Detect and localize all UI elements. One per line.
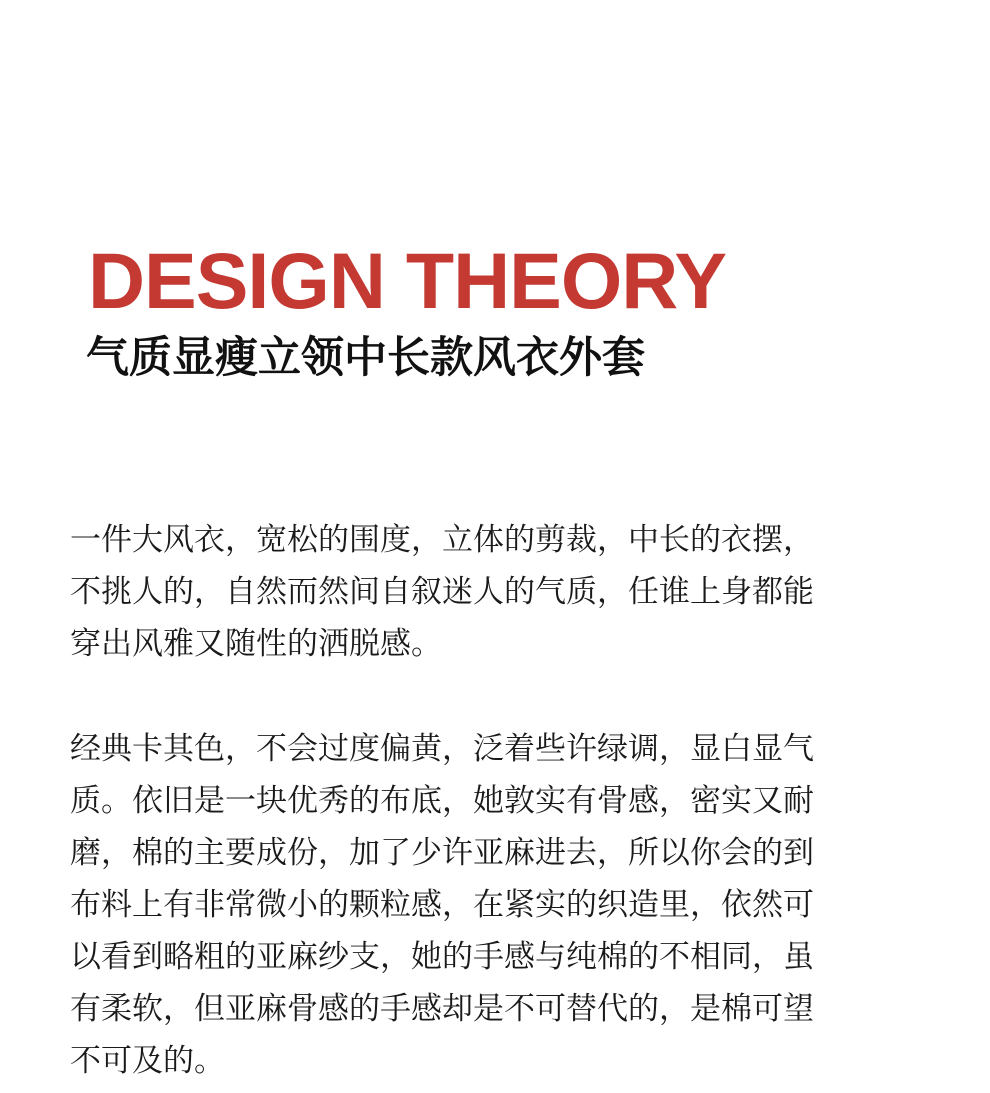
heading-english: DESIGN THEORY — [88, 236, 727, 325]
heading-chinese: 气质显瘦立领中长款风衣外套 — [86, 333, 645, 383]
paragraph-line: 一件大风衣，宽松的围度，立体的剪裁，中长的衣摆， — [70, 522, 814, 558]
paragraph-line: 质。依旧是一块优秀的布底，她敦实有骨感，密实又耐 — [70, 783, 814, 819]
paragraph-line: 磨，棉的主要成份，加了少许亚麻进去，所以你会的到 — [70, 835, 814, 871]
paragraph-line: 穿出风雅又随性的洒脱感。 — [70, 626, 442, 662]
paragraph-line: 以看到略粗的亚麻纱支，她的手感与纯棉的不相同，虽 — [70, 939, 814, 975]
paragraph-line: 经典卡其色，不会过度偏黄，泛着些许绿调，显白显气 — [70, 731, 814, 767]
paragraph-line: 有柔软，但亚麻骨感的手感却是不可替代的，是棉可望 — [70, 991, 814, 1027]
paragraph-line: 不可及的。 — [70, 1043, 225, 1079]
paragraph-fabric — [70, 723, 900, 1087]
paragraph-line: 布料上有非常微小的颗粒感，在紧实的织造里，依然可 — [70, 887, 814, 923]
paragraph-intro — [70, 514, 900, 670]
paragraph-line: 不挑人的，自然而然间自叙迷人的气质，任谁上身都能 — [70, 574, 814, 610]
